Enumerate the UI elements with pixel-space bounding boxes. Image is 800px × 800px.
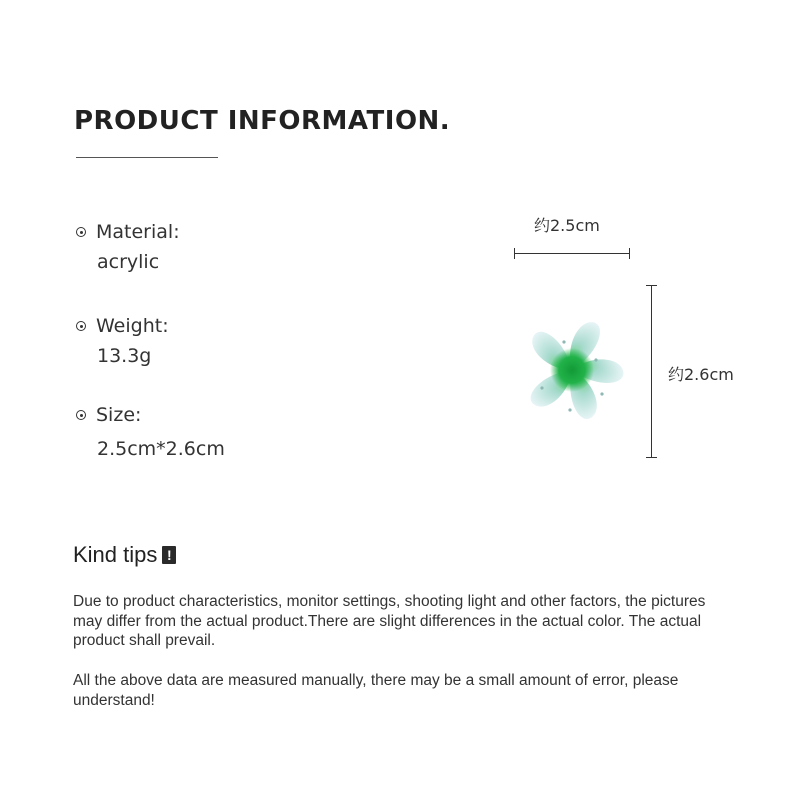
height-dimension-line xyxy=(651,286,652,457)
kind-tips-heading xyxy=(73,542,176,568)
bullet-icon xyxy=(76,227,86,237)
flower-hair-clip-icon xyxy=(510,312,640,430)
bullet-icon xyxy=(76,410,86,420)
spec-material-label: Material: xyxy=(96,221,180,243)
tips-paragraph-disclaimer: Due to product characteristics, monitor settings, shooting light and other factors, the pictures may differ from the actual product.There are slight differences in the actual color. The actual product shall prevail. xyxy=(73,593,706,649)
height-dimension-cap-bottom xyxy=(646,457,657,458)
kind-tips-title: Kind tips xyxy=(73,542,158,567)
spec-size-label: Size: xyxy=(96,404,142,426)
warning-icon: ! xyxy=(162,546,176,564)
spec-weight-label: Weight: xyxy=(96,315,169,337)
spec-material-value: acrylic xyxy=(97,251,160,273)
tips-paragraph-measurement: All the above data are measured manually, there may be a small amount of error, please understand! xyxy=(73,672,679,709)
width-dimension-label: 约2.5cm xyxy=(534,216,600,235)
spec-weight xyxy=(76,315,169,367)
bullet-icon xyxy=(76,321,86,331)
spec-size-value: 2.5cm*2.6cm xyxy=(97,438,225,460)
spec-weight-value: 13.3g xyxy=(97,345,152,367)
width-dimension-cap-right xyxy=(629,248,630,259)
width-dimension-cap-left xyxy=(514,248,515,259)
page-title: PRODUCT INFORMATION. xyxy=(74,106,451,136)
title-underline xyxy=(76,157,218,158)
height-dimension-cap-top xyxy=(646,285,657,286)
spec-material xyxy=(76,221,180,273)
spec-size xyxy=(76,404,225,460)
width-dimension-line xyxy=(515,253,629,254)
height-dimension-label: 约2.6cm xyxy=(668,365,734,384)
